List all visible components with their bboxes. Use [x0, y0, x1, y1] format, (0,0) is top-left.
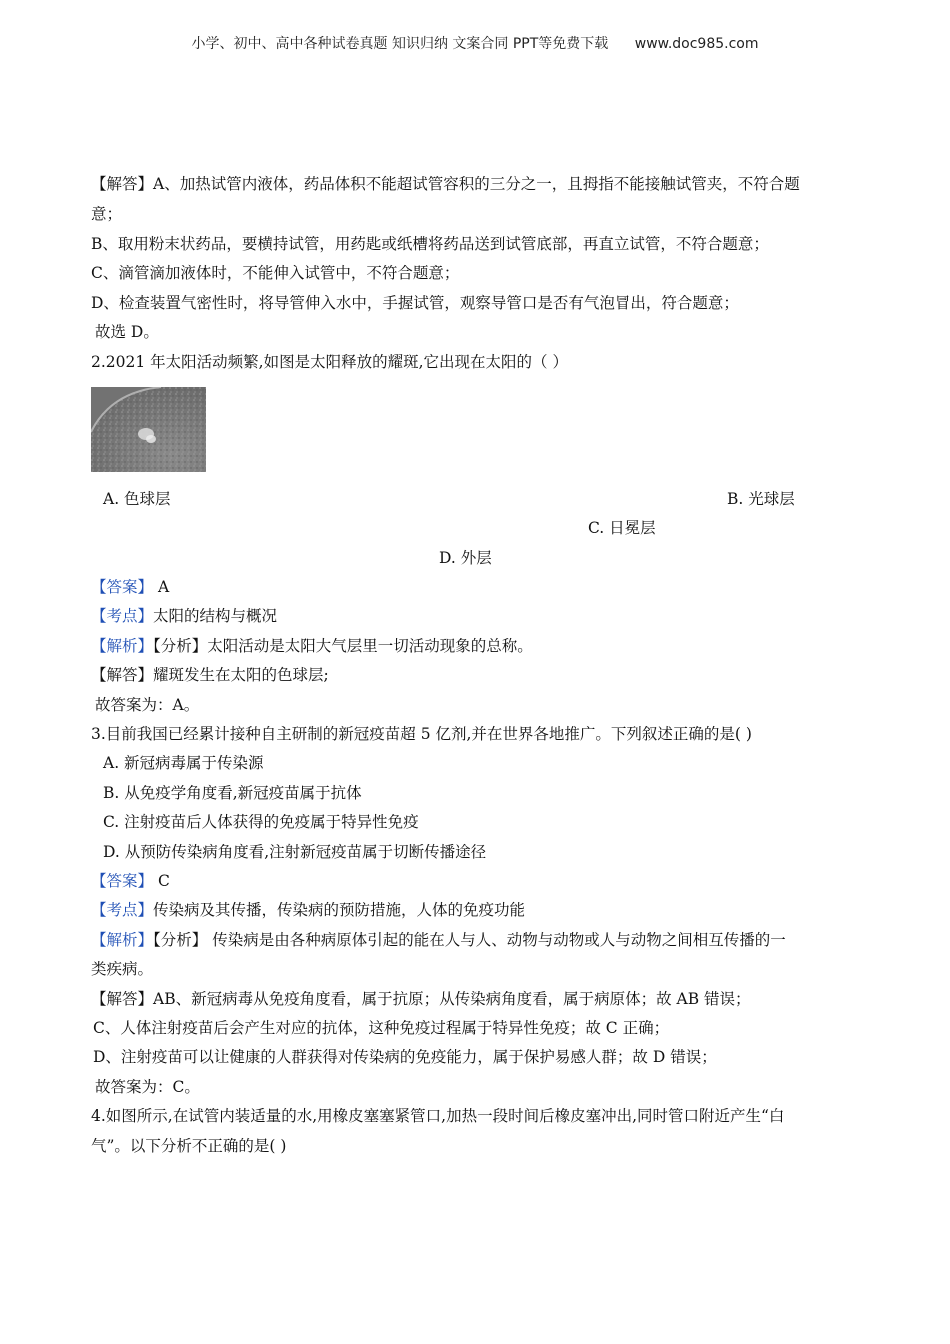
q2-analysis: 【解析】【分析】太阳活动是太阳大气层里一切活动现象的总称。	[91, 637, 533, 655]
header-site: www.doc985.com	[634, 36, 759, 52]
q4-question-line1: 4.如图所示,在试管内装适量的水,用橡皮塞塞紧管口,加热一段时间后橡皮塞冲出,同时管口附近产生“白	[91, 1107, 785, 1125]
q2-option-d: D. 外层	[439, 549, 492, 567]
q3-option-c: C. 注射疫苗后人体获得的免疫属于特异性免疫	[103, 813, 419, 831]
jiexi-tag: 【解析】	[91, 637, 154, 655]
q1-answer-line1: 【解答】A、加热试管内液体，药品体积不能超试管容积的三分之一，且拇指不能接触试管夹，不符合题	[91, 175, 800, 193]
q3-solution-d: D、注射疫苗可以让健康的人群获得对传染病的免疫能力，属于保护易感人群；故 D 错误；	[93, 1048, 717, 1066]
q1-option-c: C、滴管滴加液体时，不能伸入试管中，不符合题意；	[91, 264, 460, 282]
q3-option-d: D. 从预防传染病角度看,注射新冠疫苗属于切断传播途径	[103, 843, 487, 861]
q3-question: 3.目前我国已经累计接种自主研制的新冠疫苗超 5 亿剂,并在世界各地推广。下列叙述正确的是( )	[91, 725, 752, 743]
q2-option-a: A. 色球层	[103, 490, 171, 508]
q3-option-a: A. 新冠病毒属于传染源	[103, 754, 264, 772]
q2-question: 2.2021 年太阳活动频繁,如图是太阳释放的耀斑,它出现在太阳的（ ）	[91, 353, 568, 371]
jiexi-tag: 【解析】	[91, 931, 154, 949]
q3-final: 故答案为：C。	[95, 1078, 200, 1096]
q3-solution-c: C、人体注射疫苗后会产生对应的抗体，这种免疫过程属于特异性免疫；故 C 正确；	[93, 1019, 670, 1037]
q1-final: 故选 D。	[95, 323, 159, 341]
q2-kaodian: 【考点】太阳的结构与概况	[91, 607, 278, 625]
answer-tag: 【答案】	[91, 578, 154, 596]
q3-solution-line1: 【解答】AB、新冠病毒从免疫角度看，属于抗原；从传染病角度看，属于病原体；故 AB 错误；	[91, 990, 751, 1008]
q1-option-d: D、检查装置气密性时，将导管伸入水中，手握试管，观察导管口是否有气泡冒出，符合题意；	[91, 294, 739, 312]
q3-kaodian: 【考点】传染病及其传播，传染病的预防措施，人体的免疫功能	[91, 901, 526, 919]
sun-flare-image	[91, 387, 206, 472]
header-text: 小学、初中、高中各种试卷真题 知识归纳 文案合同 PPT等免费下载	[191, 36, 609, 52]
q2-solution: 【解答】耀斑发生在太阳的色球层;	[91, 666, 329, 684]
q3-option-b: B. 从免疫学角度看,新冠疫苗属于抗体	[103, 784, 362, 802]
q3-analysis-line2: 类疾病。	[91, 960, 154, 978]
page-header	[0, 33, 950, 53]
q3-answer: 【答案】 C	[91, 872, 170, 890]
q2-answer: 【答案】 A	[91, 578, 170, 596]
q4-question-line2: 气”。以下分析不正确的是( )	[91, 1137, 287, 1155]
q1-answer-line2: 意；	[91, 205, 123, 223]
q1-option-b: B、取用粉末状药品，要横持试管，用药匙或纸槽将药品送到试管底部，再直立试管，不符合题意；	[91, 235, 769, 253]
q2-option-b: B. 光球层	[727, 490, 795, 508]
q3-analysis-line1: 【解析】【分析】 传染病是由各种病原体引起的能在人与人、动物与动物或人与动物之间相互传播的一	[91, 931, 786, 949]
kaodian-tag: 【考点】	[91, 901, 154, 919]
answer-tag: 【答案】	[91, 872, 154, 890]
q2-final: 故答案为：A。	[95, 696, 200, 714]
kaodian-tag: 【考点】	[91, 607, 154, 625]
q2-option-c: C. 日冕层	[588, 519, 656, 537]
